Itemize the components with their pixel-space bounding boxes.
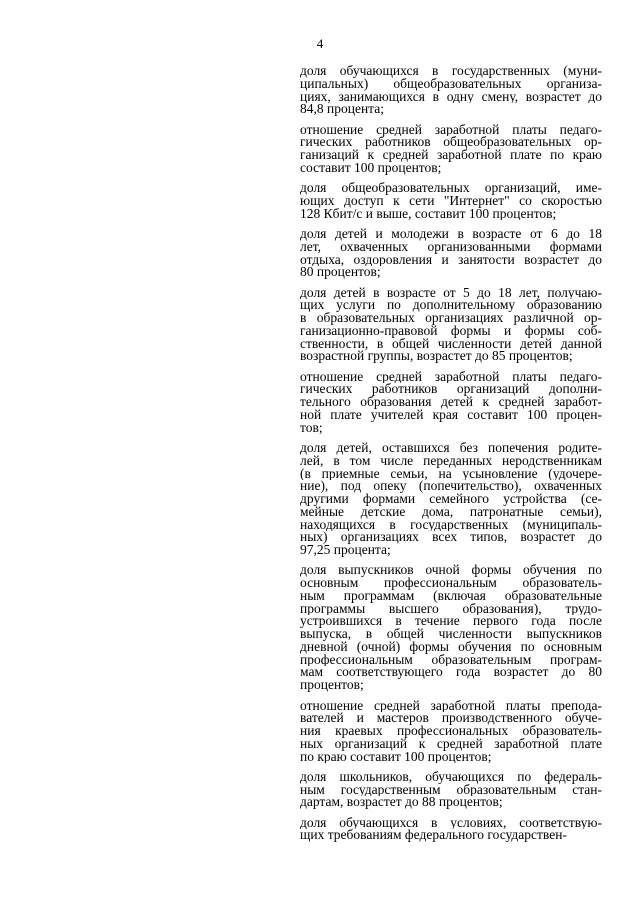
text-line: щих услуги по дополнительному образованию bbox=[300, 299, 602, 313]
paragraph bbox=[300, 771, 602, 809]
text-line: 84,8 процента; bbox=[300, 103, 384, 116]
paragraph bbox=[300, 124, 602, 175]
text-line: устроившихся в течение первого года после bbox=[300, 615, 602, 629]
paragraph bbox=[300, 182, 602, 220]
paragraph bbox=[300, 442, 602, 557]
text-line: доля общеобразовательных организаций, име- bbox=[300, 182, 602, 195]
text-line: по краю составит 100 процентов; bbox=[300, 750, 492, 764]
text-line: возрастной группы, возрастет до 85 процентов; bbox=[300, 350, 573, 364]
text-line: ных) организациях всех типов, возрастет до bbox=[300, 531, 602, 545]
paragraph bbox=[300, 564, 602, 692]
text-line: циях, занимающихся в одну смену, возрастет до bbox=[300, 90, 602, 104]
text-column bbox=[300, 65, 602, 850]
text-line: доля детей, оставшихся без попечения родите- bbox=[300, 442, 602, 455]
text-line: другими формами семейного устройства (се- bbox=[300, 493, 602, 506]
text-line: ных организаций к средней заработной плате bbox=[300, 737, 602, 751]
text-line: лей, в том числе переданных неродственникам bbox=[300, 454, 602, 468]
text-line: дартам, возрастет до 88 процентов; bbox=[300, 796, 503, 810]
text-line: лет, охваченных организованными формами bbox=[300, 240, 602, 254]
text-line: ной плате учителей края составит 100 процен- bbox=[300, 408, 602, 422]
text-line: доля обучающихся в государственных (муни- bbox=[300, 65, 602, 78]
text-line: (в приемные семьи, на усыновление (удочере- bbox=[300, 467, 602, 481]
paragraph bbox=[300, 700, 602, 764]
text-line: отношение средней заработной платы педаго- bbox=[300, 123, 602, 137]
paragraph bbox=[300, 817, 602, 843]
text-line: ственности, в общей численности детей данной bbox=[300, 337, 602, 351]
text-line: доля детей в возрасте от 5 до 18 лет, получаю- bbox=[300, 286, 602, 300]
text-line: щих требованиям федерального государствен- bbox=[300, 829, 567, 843]
text-line: в образовательных организациях различной ор- bbox=[300, 312, 602, 325]
text-line: ным программам (включая образовательные bbox=[300, 589, 602, 603]
text-line: ния краевых профессиональных образователь- bbox=[300, 725, 602, 738]
text-line: доля обучающихся в условиях, соответствую- bbox=[300, 816, 602, 830]
text-line: тов; bbox=[300, 421, 323, 435]
text-line: ганизаций к средней заработной плате по краю bbox=[300, 149, 602, 162]
text-line: мейные детские дома, патронатные семьи), bbox=[300, 505, 602, 519]
page-number: 4 bbox=[316, 36, 324, 51]
text-line: основным профессиональным образователь- bbox=[300, 577, 602, 590]
text-line: тельного образования детей к средней заработ- bbox=[300, 396, 602, 409]
text-line: отношение средней заработной платы педаго- bbox=[300, 370, 602, 384]
text-line: доля детей и молодежи в возрасте от 6 до 18 bbox=[300, 228, 602, 241]
paragraph bbox=[300, 287, 602, 364]
text-line: находящихся в государственных (муниципаль- bbox=[300, 518, 602, 532]
text-line: отдыха, оздоровления и занятости возрастет до bbox=[300, 253, 602, 267]
paragraph bbox=[300, 371, 602, 435]
text-line: 80 процентов; bbox=[300, 266, 381, 280]
text-line: процентов; bbox=[300, 679, 364, 692]
text-line: ным государственным образовательным стан- bbox=[300, 783, 602, 797]
text-line: выпуска, в общей численности выпускников bbox=[300, 628, 602, 641]
text-line: программы высшего образования), трудо- bbox=[300, 602, 602, 616]
text-line: доля школьников, обучающихся по федераль- bbox=[300, 770, 602, 784]
text-line: составит 100 процентов; bbox=[300, 161, 442, 175]
text-line: ципальных) общеобразовательных организа- bbox=[300, 77, 602, 91]
paragraph bbox=[300, 65, 602, 116]
text-line: ние), под опеку (попечительство), охваченных bbox=[300, 480, 602, 494]
text-line: 97,25 процента; bbox=[300, 544, 391, 557]
text-line: ющих доступ к сети "Интернет" со скоростью bbox=[300, 194, 602, 208]
text-line: отношение средней заработной платы препода- bbox=[300, 699, 602, 713]
text-line: гических работников общеобразовательных ор- bbox=[300, 136, 602, 150]
text-line: мам соответствующего года возрастет до 80 bbox=[300, 666, 602, 680]
text-line: 128 Кбит/с и выше, составит 100 процентов; bbox=[300, 207, 557, 221]
text-line: профессиональным образовательным програм- bbox=[300, 653, 602, 667]
text-line: ганизационно-правовой формы и формы соб- bbox=[300, 324, 602, 338]
text-line: дневной (очной) формы обучения по основным bbox=[300, 640, 602, 654]
text-line: доля выпускников очной формы обучения по bbox=[300, 564, 602, 578]
paragraph bbox=[300, 228, 602, 279]
text-line: вателей и мастеров производственного обуче- bbox=[300, 712, 602, 725]
text-line: гических работников организаций дополни- bbox=[300, 383, 602, 397]
